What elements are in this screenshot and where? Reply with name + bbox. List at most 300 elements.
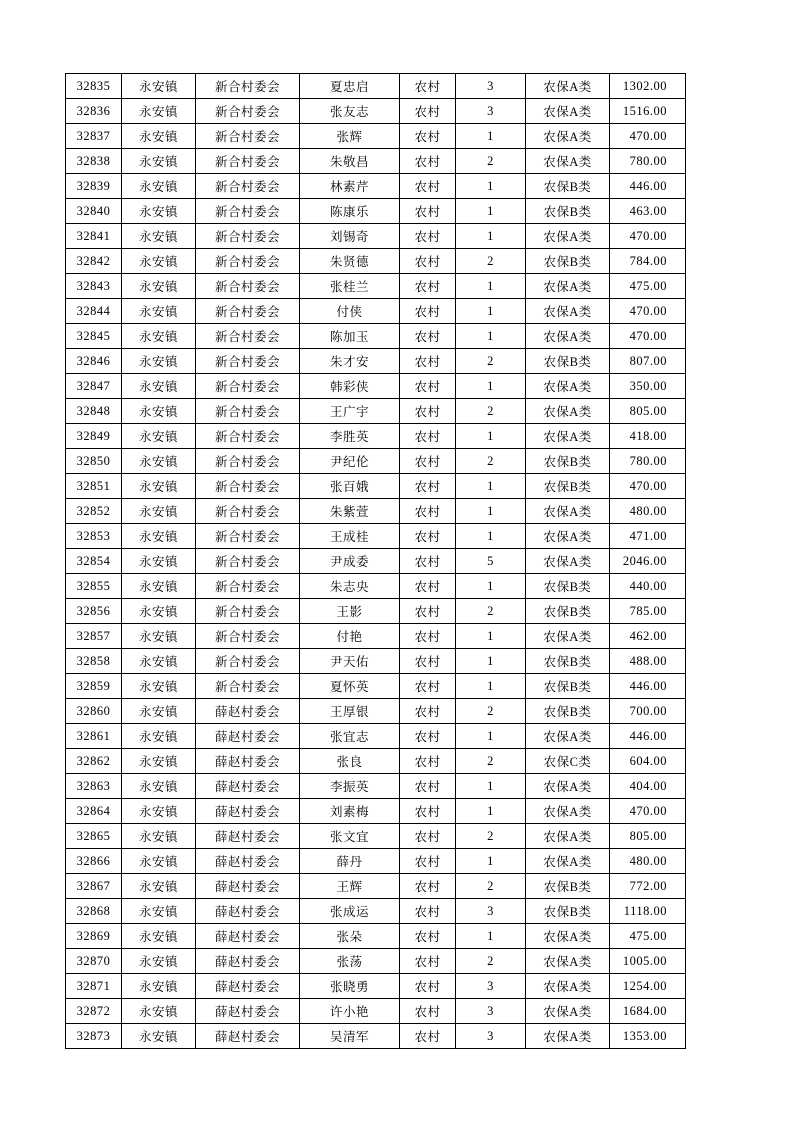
cell-person-count: 1 [456,124,526,149]
cell-category: 农村 [400,474,456,499]
cell-insurance-class: 农保B类 [526,899,610,924]
cell-amount: 470.00 [610,224,686,249]
cell-amount: 446.00 [610,724,686,749]
table-row [66,724,686,749]
table-row [66,674,686,699]
cell-person-count: 1 [456,674,526,699]
cell-village-committee: 新合村委会 [196,599,300,624]
cell-person-name: 刘锡奇 [300,224,400,249]
cell-village-committee: 新合村委会 [196,549,300,574]
cell-person-name: 夏忠启 [300,74,400,99]
cell-amount: 470.00 [610,124,686,149]
cell-person-count: 1 [456,924,526,949]
cell-amount: 807.00 [610,349,686,374]
cell-person-count: 1 [456,774,526,799]
cell-village-committee: 薛赵村委会 [196,924,300,949]
cell-insurance-class: 农保A类 [526,624,610,649]
cell-village-committee: 薛赵村委会 [196,974,300,999]
cell-insurance-class: 农保A类 [526,149,610,174]
table-row [66,699,686,724]
cell-town: 永安镇 [122,649,196,674]
table-row [66,499,686,524]
cell-town: 永安镇 [122,349,196,374]
cell-village-committee: 新合村委会 [196,449,300,474]
cell-category: 农村 [400,674,456,699]
cell-serial-number: 32846 [66,349,122,374]
cell-person-count: 3 [456,999,526,1024]
cell-town: 永安镇 [122,924,196,949]
cell-insurance-class: 农保A类 [526,849,610,874]
cell-town: 永安镇 [122,774,196,799]
cell-category: 农村 [400,149,456,174]
cell-amount: 784.00 [610,249,686,274]
cell-town: 永安镇 [122,1024,196,1049]
cell-category: 农村 [400,274,456,299]
cell-person-count: 3 [456,899,526,924]
cell-category: 农村 [400,774,456,799]
cell-person-name: 吴清军 [300,1024,400,1049]
cell-village-committee: 薛赵村委会 [196,949,300,974]
cell-category: 农村 [400,574,456,599]
cell-person-name: 张桂兰 [300,274,400,299]
cell-category: 农村 [400,374,456,399]
cell-town: 永安镇 [122,524,196,549]
cell-category: 农村 [400,974,456,999]
cell-village-committee: 新合村委会 [196,624,300,649]
table-row [66,324,686,349]
cell-village-committee: 薛赵村委会 [196,749,300,774]
cell-village-committee: 新合村委会 [196,324,300,349]
cell-town: 永安镇 [122,74,196,99]
cell-village-committee: 薛赵村委会 [196,799,300,824]
cell-town: 永安镇 [122,449,196,474]
cell-person-count: 2 [456,149,526,174]
cell-insurance-class: 农保B类 [526,599,610,624]
cell-serial-number: 32836 [66,99,122,124]
cell-insurance-class: 农保B类 [526,249,610,274]
cell-category: 农村 [400,924,456,949]
cell-town: 永安镇 [122,324,196,349]
cell-person-name: 王成桂 [300,524,400,549]
table-row [66,549,686,574]
cell-village-committee: 薛赵村委会 [196,849,300,874]
cell-category: 农村 [400,724,456,749]
cell-serial-number: 32867 [66,874,122,899]
cell-serial-number: 32864 [66,799,122,824]
cell-amount: 780.00 [610,149,686,174]
cell-serial-number: 32842 [66,249,122,274]
cell-insurance-class: 农保B类 [526,174,610,199]
table-row [66,999,686,1024]
cell-person-name: 付侠 [300,299,400,324]
table-row [66,399,686,424]
cell-serial-number: 32843 [66,274,122,299]
cell-category: 农村 [400,1024,456,1049]
cell-person-name: 张友志 [300,99,400,124]
cell-village-committee: 新合村委会 [196,424,300,449]
cell-amount: 440.00 [610,574,686,599]
cell-serial-number: 32850 [66,449,122,474]
cell-amount: 780.00 [610,449,686,474]
cell-person-count: 1 [456,624,526,649]
cell-insurance-class: 农保B类 [526,199,610,224]
cell-person-count: 1 [456,849,526,874]
cell-village-committee: 新合村委会 [196,374,300,399]
table-row [66,374,686,399]
cell-person-count: 2 [456,949,526,974]
cell-amount: 805.00 [610,824,686,849]
table-row [66,124,686,149]
cell-category: 农村 [400,499,456,524]
cell-serial-number: 32861 [66,724,122,749]
cell-town: 永安镇 [122,274,196,299]
cell-person-name: 张朵 [300,924,400,949]
table-row [66,74,686,99]
cell-serial-number: 32870 [66,949,122,974]
cell-person-count: 1 [456,299,526,324]
cell-amount: 805.00 [610,399,686,424]
table-row [66,749,686,774]
table-row [66,824,686,849]
cell-insurance-class: 农保A类 [526,274,610,299]
cell-category: 农村 [400,199,456,224]
cell-serial-number: 32860 [66,699,122,724]
cell-village-committee: 新合村委会 [196,399,300,424]
cell-town: 永安镇 [122,824,196,849]
cell-person-count: 5 [456,549,526,574]
cell-village-committee: 新合村委会 [196,199,300,224]
cell-amount: 488.00 [610,649,686,674]
cell-person-count: 1 [456,324,526,349]
table-row [66,99,686,124]
cell-serial-number: 32872 [66,999,122,1024]
cell-category: 农村 [400,949,456,974]
cell-village-committee: 新合村委会 [196,649,300,674]
table-row [66,899,686,924]
cell-village-committee: 新合村委会 [196,674,300,699]
table-row [66,274,686,299]
table-row [66,249,686,274]
cell-category: 农村 [400,874,456,899]
cell-insurance-class: 农保A类 [526,774,610,799]
cell-category: 农村 [400,299,456,324]
cell-person-name: 王辉 [300,874,400,899]
cell-person-name: 陈加玉 [300,324,400,349]
cell-person-name: 朱敬昌 [300,149,400,174]
cell-town: 永安镇 [122,474,196,499]
cell-serial-number: 32873 [66,1024,122,1049]
cell-village-committee: 薛赵村委会 [196,1024,300,1049]
cell-insurance-class: 农保A类 [526,74,610,99]
cell-serial-number: 32868 [66,899,122,924]
benefit-roster-table [65,73,686,1049]
cell-village-committee: 薛赵村委会 [196,899,300,924]
cell-category: 农村 [400,424,456,449]
cell-town: 永安镇 [122,424,196,449]
cell-insurance-class: 农保A类 [526,324,610,349]
cell-town: 永安镇 [122,599,196,624]
cell-person-count: 1 [456,224,526,249]
cell-person-count: 1 [456,499,526,524]
cell-person-count: 2 [456,874,526,899]
cell-amount: 480.00 [610,499,686,524]
cell-person-name: 张荡 [300,949,400,974]
cell-person-count: 2 [456,599,526,624]
cell-insurance-class: 农保A类 [526,424,610,449]
cell-town: 永安镇 [122,974,196,999]
cell-insurance-class: 农保B类 [526,474,610,499]
cell-insurance-class: 农保A类 [526,524,610,549]
cell-amount: 446.00 [610,174,686,199]
cell-town: 永安镇 [122,499,196,524]
cell-village-committee: 新合村委会 [196,249,300,274]
cell-category: 农村 [400,649,456,674]
cell-town: 永安镇 [122,749,196,774]
table-row [66,524,686,549]
cell-person-name: 付艳 [300,624,400,649]
cell-person-name: 张良 [300,749,400,774]
cell-amount: 2046.00 [610,549,686,574]
cell-town: 永安镇 [122,899,196,924]
cell-town: 永安镇 [122,874,196,899]
cell-person-count: 1 [456,374,526,399]
cell-village-committee: 薛赵村委会 [196,699,300,724]
cell-serial-number: 32844 [66,299,122,324]
cell-insurance-class: 农保C类 [526,749,610,774]
cell-village-committee: 新合村委会 [196,349,300,374]
cell-serial-number: 32858 [66,649,122,674]
cell-serial-number: 32865 [66,824,122,849]
cell-person-count: 1 [456,174,526,199]
cell-serial-number: 32845 [66,324,122,349]
cell-category: 农村 [400,849,456,874]
cell-amount: 1516.00 [610,99,686,124]
cell-person-name: 王影 [300,599,400,624]
cell-village-committee: 新合村委会 [196,299,300,324]
cell-category: 农村 [400,249,456,274]
cell-amount: 418.00 [610,424,686,449]
cell-serial-number: 32857 [66,624,122,649]
cell-amount: 350.00 [610,374,686,399]
cell-category: 农村 [400,824,456,849]
cell-category: 农村 [400,524,456,549]
cell-village-committee: 薛赵村委会 [196,999,300,1024]
cell-category: 农村 [400,799,456,824]
table-row [66,174,686,199]
cell-insurance-class: 农保B类 [526,649,610,674]
cell-insurance-class: 农保A类 [526,399,610,424]
cell-insurance-class: 农保B类 [526,674,610,699]
cell-amount: 700.00 [610,699,686,724]
cell-person-count: 2 [456,399,526,424]
cell-village-committee: 新合村委会 [196,474,300,499]
cell-person-count: 2 [456,699,526,724]
cell-serial-number: 32869 [66,924,122,949]
cell-serial-number: 32841 [66,224,122,249]
table-row [66,449,686,474]
cell-serial-number: 32849 [66,424,122,449]
cell-person-count: 1 [456,274,526,299]
cell-person-count: 3 [456,974,526,999]
cell-person-count: 2 [456,449,526,474]
cell-person-count: 2 [456,249,526,274]
cell-serial-number: 32853 [66,524,122,549]
cell-category: 农村 [400,349,456,374]
cell-person-name: 朱紫萱 [300,499,400,524]
cell-amount: 470.00 [610,474,686,499]
cell-category: 农村 [400,899,456,924]
cell-amount: 475.00 [610,274,686,299]
cell-person-count: 2 [456,824,526,849]
cell-person-name: 张辉 [300,124,400,149]
cell-serial-number: 32856 [66,599,122,624]
cell-category: 农村 [400,399,456,424]
cell-serial-number: 32862 [66,749,122,774]
cell-serial-number: 32840 [66,199,122,224]
cell-amount: 404.00 [610,774,686,799]
table-row [66,574,686,599]
cell-town: 永安镇 [122,149,196,174]
cell-serial-number: 32851 [66,474,122,499]
cell-person-count: 3 [456,1024,526,1049]
cell-insurance-class: 农保A类 [526,374,610,399]
cell-insurance-class: 农保A类 [526,724,610,749]
cell-serial-number: 32847 [66,374,122,399]
cell-serial-number: 32863 [66,774,122,799]
cell-person-count: 1 [456,724,526,749]
cell-town: 永安镇 [122,949,196,974]
cell-person-name: 张文宜 [300,824,400,849]
cell-person-name: 朱志央 [300,574,400,599]
cell-town: 永安镇 [122,574,196,599]
cell-town: 永安镇 [122,999,196,1024]
cell-person-count: 2 [456,349,526,374]
cell-insurance-class: 农保A类 [526,824,610,849]
cell-category: 农村 [400,74,456,99]
cell-amount: 604.00 [610,749,686,774]
cell-town: 永安镇 [122,199,196,224]
cell-insurance-class: 农保A类 [526,299,610,324]
table-body [66,74,686,1049]
cell-town: 永安镇 [122,224,196,249]
cell-person-name: 刘素梅 [300,799,400,824]
cell-serial-number: 32871 [66,974,122,999]
cell-insurance-class: 农保A类 [526,549,610,574]
cell-town: 永安镇 [122,399,196,424]
cell-town: 永安镇 [122,799,196,824]
table-row [66,874,686,899]
cell-town: 永安镇 [122,99,196,124]
cell-person-count: 1 [456,424,526,449]
cell-person-name: 王厚银 [300,699,400,724]
cell-serial-number: 32838 [66,149,122,174]
cell-person-name: 夏怀英 [300,674,400,699]
cell-category: 农村 [400,999,456,1024]
cell-insurance-class: 农保A类 [526,999,610,1024]
cell-person-name: 朱才安 [300,349,400,374]
cell-amount: 1005.00 [610,949,686,974]
cell-category: 农村 [400,599,456,624]
table-row [66,474,686,499]
cell-person-name: 张晓勇 [300,974,400,999]
cell-insurance-class: 农保A类 [526,124,610,149]
cell-town: 永安镇 [122,299,196,324]
cell-amount: 470.00 [610,324,686,349]
cell-category: 农村 [400,324,456,349]
cell-insurance-class: 农保A类 [526,499,610,524]
cell-serial-number: 32837 [66,124,122,149]
cell-amount: 471.00 [610,524,686,549]
cell-category: 农村 [400,449,456,474]
cell-category: 农村 [400,624,456,649]
cell-village-committee: 新合村委会 [196,499,300,524]
cell-person-count: 3 [456,99,526,124]
cell-insurance-class: 农保A类 [526,99,610,124]
cell-village-committee: 薛赵村委会 [196,824,300,849]
cell-person-count: 1 [456,649,526,674]
table-row [66,199,686,224]
cell-village-committee: 新合村委会 [196,224,300,249]
table-row [66,599,686,624]
cell-person-count: 1 [456,524,526,549]
cell-category: 农村 [400,749,456,774]
cell-amount: 462.00 [610,624,686,649]
cell-insurance-class: 农保B类 [526,874,610,899]
cell-person-name: 张成运 [300,899,400,924]
table-row [66,774,686,799]
cell-insurance-class: 农保A类 [526,799,610,824]
cell-town: 永安镇 [122,374,196,399]
cell-amount: 463.00 [610,199,686,224]
cell-person-name: 尹纪伦 [300,449,400,474]
table-row [66,974,686,999]
cell-amount: 475.00 [610,924,686,949]
cell-person-name: 林素芹 [300,174,400,199]
cell-amount: 1118.00 [610,899,686,924]
cell-insurance-class: 农保A类 [526,949,610,974]
cell-serial-number: 32855 [66,574,122,599]
cell-town: 永安镇 [122,699,196,724]
cell-serial-number: 32835 [66,74,122,99]
cell-person-name: 薛丹 [300,849,400,874]
cell-amount: 1302.00 [610,74,686,99]
cell-category: 农村 [400,699,456,724]
cell-serial-number: 32859 [66,674,122,699]
cell-amount: 1684.00 [610,999,686,1024]
cell-insurance-class: 农保A类 [526,224,610,249]
cell-amount: 446.00 [610,674,686,699]
cell-amount: 1254.00 [610,974,686,999]
cell-category: 农村 [400,174,456,199]
cell-amount: 772.00 [610,874,686,899]
cell-person-name: 李胜英 [300,424,400,449]
cell-amount: 1353.00 [610,1024,686,1049]
cell-insurance-class: 农保B类 [526,449,610,474]
cell-insurance-class: 农保B类 [526,699,610,724]
table-row [66,949,686,974]
cell-town: 永安镇 [122,849,196,874]
cell-village-committee: 薛赵村委会 [196,724,300,749]
table-row [66,924,686,949]
cell-amount: 785.00 [610,599,686,624]
cell-serial-number: 32866 [66,849,122,874]
cell-person-name: 李振英 [300,774,400,799]
table-row [66,349,686,374]
cell-amount: 470.00 [610,299,686,324]
cell-serial-number: 32854 [66,549,122,574]
cell-person-name: 尹天佑 [300,649,400,674]
cell-village-committee: 新合村委会 [196,124,300,149]
